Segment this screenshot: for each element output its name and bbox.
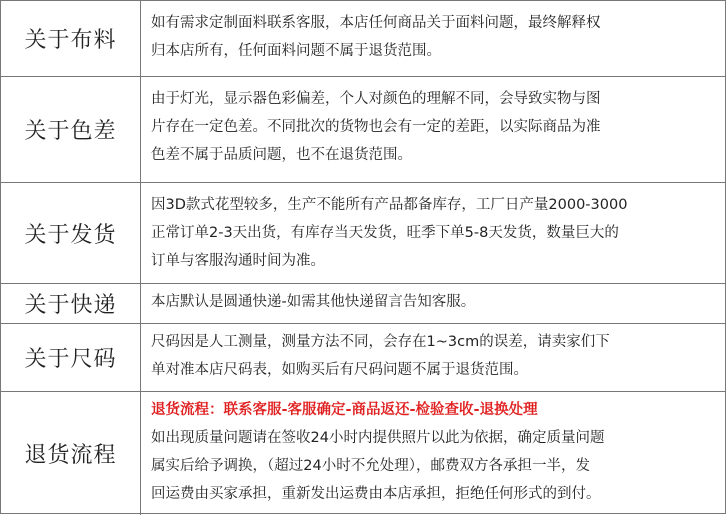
policy-row-fabric — [1, 1, 725, 77]
policy-label-fabric: 关于布料 — [1, 1, 141, 76]
policy-label-express: 关于快递 — [1, 284, 141, 323]
policy-line: 因3D款式花型较多，生产不能所有产品都备库存，工厂日产量2000-3000 — [151, 197, 628, 213]
policy-text-fabric — [141, 1, 725, 76]
policy-line: 本店默认是圆通快递-如需其他快递留言告知客服。 — [151, 294, 476, 310]
policy-line: 如出现质量问题请在签收24小时内提供照片以此为依据，确定质量问题 — [151, 430, 605, 446]
policy-line: 单对准本店尺码表，如购买后有尺码问题不属于退货范围。 — [151, 362, 528, 378]
policy-label-size: 关于尺码 — [1, 324, 141, 391]
policy-row-color — [1, 77, 725, 183]
policy-line: 回运费由买家承担，重新发出运费由本店承担，拒绝任何形式的到付。 — [151, 486, 601, 502]
policy-line: 订单与客服沟通时间为准。 — [151, 253, 325, 269]
policy-line: 归本店所有，任何面料问题不属于退货范围。 — [151, 43, 441, 59]
policy-text-size — [141, 324, 725, 391]
policy-line: 正常订单2-3天出货，有库存当天发货，旺季下单5-8天发货，数量巨大的 — [151, 225, 619, 241]
policy-label-color: 关于色差 — [1, 77, 141, 182]
policy-line: 色差不属于品质问题，也不在退货范围。 — [151, 147, 412, 163]
policy-row-size — [1, 324, 725, 392]
policy-text-express — [141, 284, 725, 323]
policy-line: 如有需求定制面料联系客服，本店任何商品关于面料问题，最终解释权 — [151, 15, 601, 31]
policy-line: 片存在一定色差。不同批次的货物也会有一定的差距，以实际商品为准 — [151, 119, 601, 135]
policy-text-color — [141, 77, 725, 182]
policy-line: 属实后给予调换，（超过24小时不允处理），邮费双方各承担一半，发 — [151, 458, 590, 474]
return-process-steps: 退货流程：联系客服-客服确定-商品返还-检验查收-退换处理 — [151, 402, 538, 418]
policy-label-shipping: 关于发货 — [1, 183, 141, 283]
policy-row-express — [1, 284, 725, 324]
policy-row-shipping — [1, 183, 725, 284]
policy-line: 尺码因是人工测量，测量方法不同，会存在1~3cm的误差，请卖家们下 — [151, 334, 610, 350]
policy-row-returns — [1, 392, 725, 515]
policy-label-returns: 退货流程 — [1, 392, 141, 515]
policy-line: 由于灯光，显示器色彩偏差，个人对颜色的理解不同，会导致实物与图 — [151, 91, 601, 107]
policy-text-shipping — [141, 183, 725, 283]
policy-text-returns — [141, 392, 725, 515]
